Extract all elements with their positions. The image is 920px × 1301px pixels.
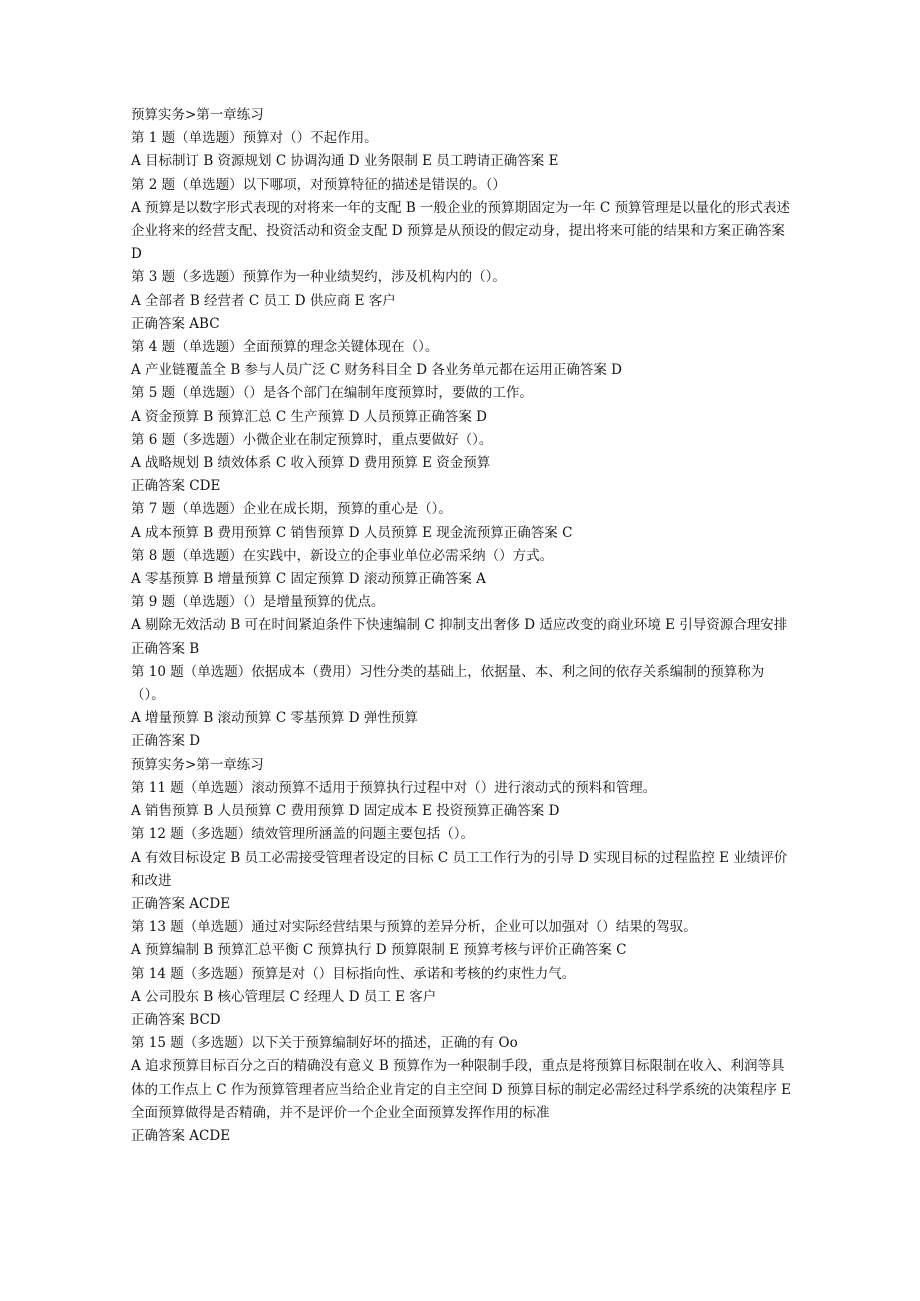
question-15-options: A 追求预算目标百分之百的精确没有意义 B 预算作为一种限制手段，重点是将预算目标限制在收入、利润等具体的工作点上 C 作为预算管理者应当给企业肯定的自主空间 D 预算目标的制定必需经过科学系统的决策程序 E 全面预算做得是否精确，并不是评价一个企业全面预算发挥作用的标准: [131, 1058, 791, 1121]
question-10: 第 10 题（单选题）依据成本（费用）习性分类的基础上，依据量、本、利之间的依存关系编制的预算称为（）。: [131, 663, 765, 704]
question-15-answer: 正确答案 ACDE: [131, 1127, 231, 1144]
question-3-answer: 正确答案 ABC: [131, 315, 220, 332]
question-7: 第 7 题（单选题）企业在成长期，预算的重心是（）。: [131, 501, 452, 518]
question-6-answer: 正确答案 CDE: [131, 478, 221, 495]
question-2-options: A 预算是以数字形式表现的对将来一年的支配 B 一般企业的预算期固定为一年 C 预算管理是以量化的形式表述企业将来的经营支配、投资活动和资金支配 D 预算是从预设的假定动身，提出将来可能的结果和方案正确答案 D: [131, 199, 790, 263]
question-1: 第 1 题（单选题）预算对（）不起作用。: [131, 130, 378, 147]
question-1-options: A 目标制订 B 资源规划 C 协调沟通 D 业务限制 E 员工聘请正确答案 E: [131, 153, 559, 170]
question-4: 第 4 题（单选题）全面预算的理念关键体现在（）。: [131, 339, 439, 356]
question-6: 第 6 题（多选题）小微企业在制定预算时，重点要做好（）。: [131, 431, 493, 448]
question-2: 第 2 题（单选题）以下哪项，对预算特征的描述是错误的。（）: [131, 176, 506, 193]
question-11: 第 11 题（单选题）滚动预算不适用于预算执行过程中对（）进行滚动式的预料和管理。: [131, 779, 657, 796]
document-body: [131, 104, 793, 1148]
question-13: 第 13 题（单选题）通过对实际经营结果与预算的差异分析，企业可以加强对（）结果的驾驭。: [131, 919, 697, 936]
question-13-options: A 预算编制 B 预算汇总平衡 C 预算执行 D 预算限制 E 预算考核与评价正确答案 C: [131, 942, 627, 959]
question-10-answer: 正确答案 D: [131, 733, 201, 750]
question-8: 第 8 题（单选题）在实践中，新设立的企事业单位必需采纳（）方式。: [131, 547, 554, 564]
question-6-options: A 战略规划 B 绩效体系 C 收入预算 D 费用预算 E 资金预算: [131, 455, 491, 472]
question-14-options: A 公司股东 B 核心管理层 C 经理人 D 员工 E 客户: [131, 988, 437, 1005]
question-4-options: A 产业链覆盖全 B 参与人员广泛 C 财务科目全 D 各业务单元都在运用正确答案 D: [131, 362, 622, 379]
question-9-options: A 剔除无效活动 B 可在时间紧迫条件下快速编制 C 抑制支出奢侈 D 适应改变的商业环境 E 引导资源合理安排: [131, 617, 788, 634]
question-5: 第 5 题（单选题）（）是各个部门在编制年度预算时，要做的工作。: [131, 385, 533, 402]
question-14: 第 14 题（多选题）预算是对（）目标指向性、承诺和考核的约束性力气。: [131, 965, 576, 982]
question-12-options: A 有效目标设定 B 员工必需接受管理者设定的目标 C 员工工作行为的引导 D 实现目标的过程监控 E 业绩评价和改进: [131, 849, 788, 889]
question-12: 第 12 题（多选题）绩效管理所涵盖的问题主要包括（）。: [131, 826, 475, 843]
question-3-options: A 全部者 B 经营者 C 员工 D 供应商 E 客户: [131, 292, 396, 309]
question-12-answer: 正确答案 ACDE: [131, 895, 231, 912]
question-7-options: A 成本预算 B 费用预算 C 销售预算 D 人员预算 E 现金流预算正确答案 C: [131, 524, 573, 541]
question-10-options: A 增量预算 B 滚动预算 C 零基预算 D 弹性预算: [131, 710, 418, 727]
question-5-options: A 资金预算 B 预算汇总 C 生产预算 D 人员预算正确答案 D: [131, 408, 487, 425]
question-14-answer: 正确答案 BCD: [131, 1011, 221, 1028]
question-9: 第 9 题（单选题）（）是增量预算的优点。: [131, 594, 385, 611]
question-3: 第 3 题（多选题）预算作为一种业绩契约，涉及机构内的（）。: [131, 269, 506, 286]
section-heading: 预算实务>第一章练习: [131, 107, 264, 123]
question-15: 第 15 题（多选题）以下关于预算编制好坏的描述，正确的有 Oo: [131, 1035, 518, 1052]
question-9-answer: 正确答案 B: [131, 640, 200, 657]
section-heading-repeat: 预算实务>第一章练习: [131, 756, 264, 773]
question-8-options: A 零基预算 B 增量预算 C 固定预算 D 滚动预算正确答案 A: [131, 571, 486, 588]
question-11-options: A 销售预算 B 人员预算 C 费用预算 D 固定成本 E 投资预算正确答案 D: [131, 803, 560, 820]
